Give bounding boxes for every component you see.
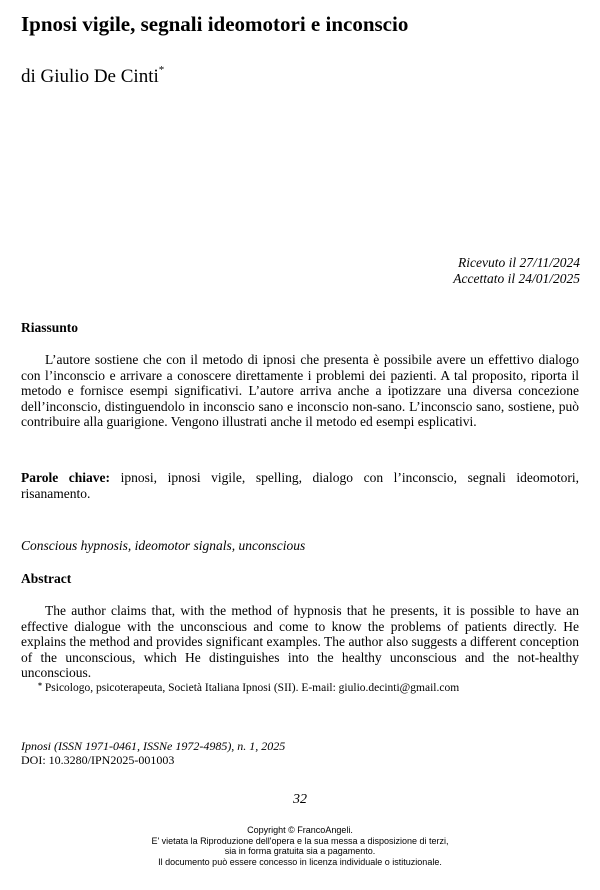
page-number: 32 bbox=[293, 792, 307, 807]
submission-dates bbox=[453, 255, 580, 287]
riassunto-text: L’autore sostiene che con il metodo di ipnosi che presenta è possibile avere un effettivo dialogo con l’inconscio e arrivare a conoscere direttamente i problemi dei pazienti. A tal proposito, riporta il metodo e fornisce esempi significativi. L’autore arriva anche a ipotizzare una diversa concezione dell’inconscio, distinguendolo in inconscio sano e inconscio non-sano. L’inconscio sano, sostiene, può contribuire alla guarigione. Vengono illustrati anche il metodo ed esempi esplicativi. bbox=[21, 352, 579, 429]
english-title: Conscious hypnosis, ideomotor signals, unconscious bbox=[21, 538, 306, 553]
abstract-heading: Abstract bbox=[21, 571, 72, 586]
abstract-text: The author claims that, with the method of hypnosis that he presents, it is possible to have an effective dialogue with the unconscious and come to know the problems of patients directly. He explains the method and provides significant examples. The author also suggests a different conception of the unconscious, which He distinguishes into the healthy unconscious and the not-healthy unconscious. bbox=[21, 603, 579, 680]
copyright-line-3: sia in forma gratuita sia a pagamento. bbox=[224, 846, 376, 856]
article-title: Ipnosi vigile, segnali ideomotori e inconscio bbox=[21, 12, 409, 36]
copyright-line-2: E' vietata la Riproduzione dell'opera e la sua messa a disposizione di terzi, bbox=[151, 835, 449, 846]
received-date: Ricevuto il 27/11/2024 bbox=[458, 255, 580, 270]
author-footnote-mark: * bbox=[158, 64, 165, 76]
keywords-label: Parole chiave: bbox=[21, 470, 111, 485]
copyright-line-1: Copyright © FrancoAngeli. bbox=[247, 825, 353, 835]
accepted-date: Accettato il 24/01/2025 bbox=[453, 271, 580, 286]
footnote-text: Psicologo, psicoterapeuta, Società Italiana Ipnosi (SII). E-mail: giulio.decinti@gmail.com bbox=[44, 682, 460, 694]
keywords-text: ipnosi, ipnosi vigile, spelling, dialogo con l’inconscio, segnali ideomotori, risanamento. bbox=[21, 470, 580, 501]
riassunto-heading: Riassunto bbox=[21, 320, 79, 335]
author-footnote bbox=[38, 682, 459, 694]
journal-citation: Ipnosi (ISSN 1971-0461, ISSNe 1972-4985), n. 1, 2025 bbox=[21, 739, 286, 753]
copyright-line-4: Il documento può essere concesso in licenza individuale o istituzionale. bbox=[158, 856, 442, 867]
doi: DOI: 10.3280/IPN2025-001003 bbox=[21, 753, 175, 767]
keywords bbox=[21, 470, 579, 501]
author-name: di Giulio De Cinti bbox=[21, 66, 159, 87]
author-line bbox=[21, 66, 164, 88]
footnote-mark: * bbox=[38, 681, 42, 690]
copyright-notice bbox=[0, 825, 600, 867]
